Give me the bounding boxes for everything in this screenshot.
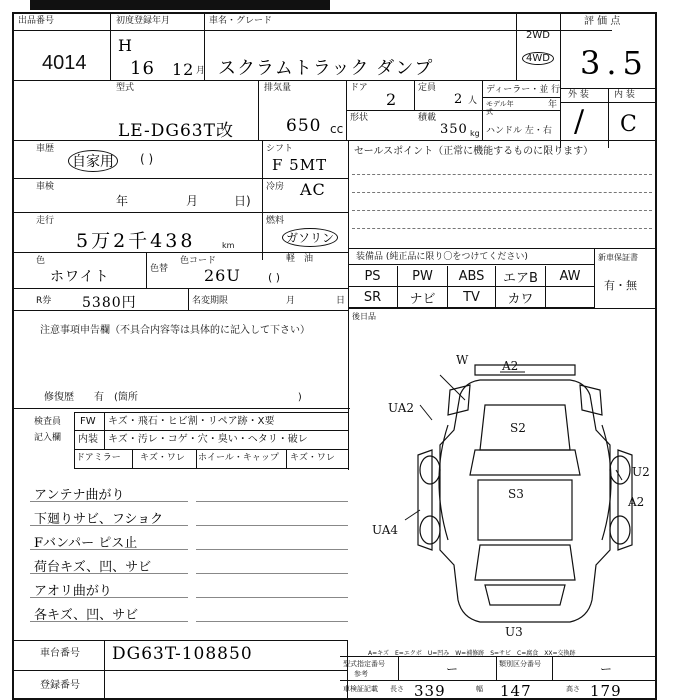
comment-line: アンテナ曲がり xyxy=(34,488,125,503)
equipment-item: カワ xyxy=(496,287,546,308)
score-value: 3.5 xyxy=(580,44,649,82)
comment-line: アオリ曲がり xyxy=(34,584,112,599)
int-label: 内 装 xyxy=(614,90,635,100)
mark-s2: S2 xyxy=(510,421,526,435)
supply-label: 後日品 xyxy=(352,312,376,321)
displacement-value: 650 xyxy=(286,116,322,136)
handle-label: ハンドル 左・右 xyxy=(486,126,552,136)
capacity-value: 2 xyxy=(454,92,464,107)
equipment-item: PW xyxy=(398,266,448,287)
color-change-label: 色替 xyxy=(150,264,169,274)
insp-fw-text: キズ・飛石・ヒビ割・リペア跡・X要 xyxy=(108,416,275,427)
equipment-item: ABS xyxy=(448,266,496,287)
inspector-label-2: 記入欄 xyxy=(34,433,62,443)
insp-mirror: ドアミラー xyxy=(76,453,121,463)
ext-grade: / xyxy=(574,104,586,139)
inspection-label: 車検 xyxy=(36,182,55,192)
mileage-value: 5万2千438 xyxy=(76,230,196,252)
int-grade: C xyxy=(620,112,638,137)
reg-month-unit: 月 xyxy=(196,66,206,76)
mark-w: W xyxy=(456,353,469,367)
usage-paren: ( ) xyxy=(140,152,154,166)
hei-value: 179 xyxy=(590,682,622,700)
mark-s3: S3 xyxy=(508,487,524,501)
inspection-year: 年 xyxy=(116,194,129,208)
model-label: 型式 xyxy=(116,83,135,93)
new-warranty-label: 新車保証書 xyxy=(598,253,638,262)
chassis-number: DG63T-108850 xyxy=(112,644,253,664)
displacement-label: 排気量 xyxy=(264,83,292,93)
color-label: 色 xyxy=(36,256,46,266)
comment-line: 各キズ、凹、サビ xyxy=(34,608,139,623)
load-unit: kg xyxy=(470,129,480,138)
insp-wheel: ホイール・キャップ xyxy=(198,453,279,463)
damage-legend: A=キズ E=エクボ U=凹み W=補修跡 S=サビ C=腐食 XX=交換跡 xyxy=(368,650,576,657)
expire-label: 名変期限 xyxy=(192,296,229,306)
oil-paren: ( ) xyxy=(268,271,281,284)
lot-number: 4014 xyxy=(42,52,87,74)
mileage-label: 走行 xyxy=(36,216,55,226)
color-code-label: 色コード xyxy=(180,256,217,266)
insp-wheel-text: キズ・ワレ xyxy=(290,453,335,463)
name-label: 車名・グレード xyxy=(209,16,273,26)
model-year-unit: 年 xyxy=(548,100,558,110)
model-value: LE-DG63T改 xyxy=(118,121,234,141)
sales-point-label: セールスポイント（正常に機能するものに限ります） xyxy=(354,146,594,157)
mark-a2-right: A2 xyxy=(628,495,645,509)
equipment-item: PS xyxy=(348,266,398,287)
mark-ua2: UA2 xyxy=(388,401,415,415)
lot-label: 出品番号 xyxy=(18,16,55,26)
equipment-item xyxy=(546,287,594,308)
reg-no-label: 登録番号 xyxy=(40,680,80,691)
insp-mirror-text: キズ・ワレ xyxy=(140,453,185,463)
equipment-item: SR xyxy=(348,287,398,308)
model-year-label: モデル年式 xyxy=(486,100,514,116)
usage-value: 自家用 xyxy=(68,150,118,172)
mark-u2: U2 xyxy=(632,465,650,479)
chassis-label: 車台番号 xyxy=(40,648,80,659)
mark-ua4: UA4 xyxy=(372,523,399,537)
shift-value: F 5MT xyxy=(272,156,328,174)
capacity-unit: 人 xyxy=(468,96,478,106)
recycle-label: R券 xyxy=(36,296,52,306)
recycle-value: 5380円 xyxy=(82,295,137,311)
fuel-value: ガソリン xyxy=(282,228,338,247)
comment-line: 下廻りサビ、フショク xyxy=(34,512,164,527)
mark-a2-top: A2 xyxy=(502,359,519,373)
comment-line: 荷台キズ、凹、サビ xyxy=(34,560,152,575)
notes-label: 注意事項申告欄（不具合内容等は具体的に記入して下さい） xyxy=(40,325,310,336)
mark-u3: U3 xyxy=(505,625,523,639)
fuel-label: 燃料 xyxy=(266,216,285,226)
equipment-item: AW xyxy=(546,266,594,287)
displacement-unit: cc xyxy=(330,122,344,136)
repair-history: 修復歴 有 (箇所 ) xyxy=(44,392,302,403)
shift-label: シフト xyxy=(266,144,294,154)
usage-label: 車歴 xyxy=(36,144,55,154)
reg-month: 12 xyxy=(172,60,195,79)
dealer-label: ディーラー・並 行 xyxy=(486,85,561,95)
reg-era: H xyxy=(118,36,133,55)
expire-day: 日 xyxy=(336,296,346,306)
top-bar xyxy=(30,0,330,10)
door-value: 2 xyxy=(386,90,398,109)
wid-label: 幅 xyxy=(476,685,483,693)
mileage-unit: km xyxy=(222,241,235,250)
hei-label: 高さ xyxy=(566,685,580,693)
class-label: 類別区分番号 xyxy=(499,660,541,668)
capacity-label: 定員 xyxy=(418,83,437,93)
reg-label: 初度登録年月 xyxy=(116,16,171,26)
expire-month: 月 xyxy=(286,296,296,306)
comment-line: Fバンパー ピス止 xyxy=(34,536,138,551)
equipment-item: TV xyxy=(448,287,496,308)
drive-4wd: 4WD xyxy=(522,52,554,65)
len-label: 長さ xyxy=(390,685,404,693)
inspection-day: 日) xyxy=(234,194,251,208)
oil-label: 軽 油 xyxy=(286,254,314,264)
ext-label: 外 装 xyxy=(568,90,589,100)
cert-sub: 参考 xyxy=(354,670,368,678)
cert-value: ー xyxy=(446,662,459,676)
load-value: 350 xyxy=(440,122,468,137)
insp-fw: FW xyxy=(80,416,96,427)
equipment-label: 装備品 (純正品に限り〇をつけてください) xyxy=(356,252,528,262)
aircon-label: 冷房 xyxy=(266,182,285,192)
cert-label: 型式指定番号 xyxy=(343,660,385,668)
insp-interior-text: キズ・汚レ・コゲ・穴・臭い・ヘタリ・破レ xyxy=(108,434,308,445)
insp-interior: 内装 xyxy=(78,434,98,445)
len-value: 339 xyxy=(414,682,446,700)
equipment-item: エアB xyxy=(496,266,546,287)
equipment-item: ナビ xyxy=(398,287,448,308)
new-warranty-value: 有・無 xyxy=(604,279,637,292)
load-label: 積載 xyxy=(418,113,437,123)
inspector-label-1: 検査員 xyxy=(34,417,62,427)
dims-label: 車検証記載 xyxy=(343,685,378,693)
inspection-month: 月 xyxy=(186,194,199,208)
color-value: ホワイト xyxy=(50,269,110,285)
color-code: 26U xyxy=(204,266,241,285)
car-diagram xyxy=(360,350,660,640)
wid-value: 147 xyxy=(500,682,532,700)
class-value: ー xyxy=(600,662,613,676)
score-label: 評 価 点 xyxy=(584,16,621,27)
drive-2wd: 2WD xyxy=(526,30,550,41)
reg-year: 16 xyxy=(130,58,155,79)
car-name: スクラムトラック ダンプ xyxy=(218,58,434,79)
aircon-value: AC xyxy=(300,180,326,199)
door-label: ドア xyxy=(350,83,368,93)
shape-label: 形状 xyxy=(350,113,369,123)
